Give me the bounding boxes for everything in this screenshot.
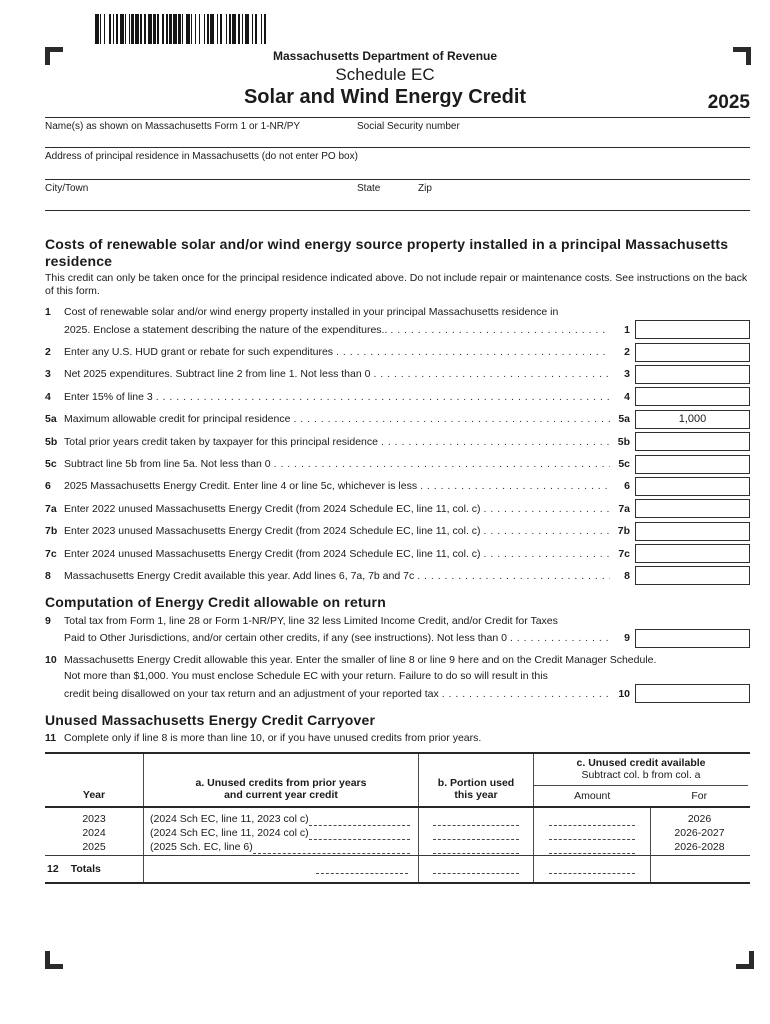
dot-leader: [274, 458, 610, 470]
line-number: 5c: [45, 458, 57, 471]
registration-mark-top-right: [733, 47, 751, 65]
dot-leader: [373, 368, 610, 380]
line-text: Total tax from Form 1, line 28 or Form 1-NR/PY, line 32 less Limited Income Credit, and/or Credit for Taxes: [64, 614, 558, 627]
section-costs-title: Costs of renewable solar and/or wind energy source property installed in a principal Massachusetts residence: [45, 236, 729, 269]
line-number: 1: [624, 323, 630, 336]
registration-mark-top-left: [45, 47, 63, 65]
line-text: Enter 15% of line 3: [64, 390, 153, 403]
line-10: [45, 683, 750, 705]
column-header-a: a. Unused credits from prior years and current year credit: [143, 754, 418, 806]
registration-mark-bottom-left: [45, 951, 63, 969]
ssn-label: Social Security number: [357, 121, 460, 132]
city-label: City/Town: [45, 183, 89, 194]
line-11: [45, 732, 750, 745]
dot-leader: [510, 632, 610, 644]
line-7b-amount-box[interactable]: [635, 522, 750, 541]
year-cell: 2025: [82, 840, 106, 853]
line-number: 7c: [45, 547, 57, 560]
line-text: Enter 2024 unused Massachusetts Energy Credit (from 2024 Schedule EC, line 11, col. c): [64, 547, 481, 560]
line-9: [45, 627, 750, 649]
line-number: 8: [45, 569, 51, 582]
city-state-zip-field[interactable]: [45, 180, 750, 211]
line-4-amount-box[interactable]: [635, 387, 750, 406]
line-number: 5a: [45, 413, 57, 426]
line-1-amount-box[interactable]: [635, 320, 750, 339]
line-number: 1: [45, 306, 51, 318]
line-2: [45, 341, 750, 363]
line-number: 4: [624, 390, 630, 403]
line-5b-amount-box[interactable]: [635, 432, 750, 451]
dot-leader: [390, 324, 610, 336]
totals-row: [45, 855, 750, 882]
form-title: Solar and Wind Energy Credit: [243, 86, 527, 108]
line-text: Total prior years credit taken by taxpayer for this principal residence: [64, 435, 378, 448]
dot-leader: [417, 570, 610, 582]
line-8-amount-box[interactable]: [635, 566, 750, 585]
line-7c-amount-box[interactable]: [635, 544, 750, 563]
write-in-line[interactable]: [549, 844, 635, 854]
for-cell: 2026-2027: [674, 826, 725, 839]
column-header-for: For: [691, 789, 708, 802]
line-text: Massachusetts Energy Credit available this year. Add lines 6, 7a, 7b and 7c: [64, 569, 415, 582]
line-1: [45, 319, 750, 341]
line-text: Enter any U.S. HUD grant or rebate for such expenditures: [64, 346, 334, 359]
barcode: [95, 14, 268, 44]
line-4: [45, 386, 750, 408]
column-header-amount: Amount: [574, 789, 611, 802]
dot-leader: [420, 480, 610, 492]
line-number: 10: [618, 687, 630, 700]
line-5c: [45, 453, 750, 475]
line-number: 5b: [617, 435, 630, 448]
line-text: Complete only if line 8 is more than line 10, or if you have unused credits from prior years.: [64, 732, 482, 745]
table-row: (2025 Sch. EC, line 6): [150, 840, 410, 854]
line-number: 2: [624, 346, 630, 359]
dot-leader: [156, 391, 610, 403]
table-row: (2024 Sch EC, line 11, 2024 col c): [150, 826, 410, 840]
column-header-b: b. Portion used this year: [418, 754, 533, 806]
line-text: credit being disallowed on your tax return and an adjustment of your reported tax: [64, 687, 439, 700]
write-in-line[interactable]: [309, 830, 410, 840]
line-number: 12: [47, 862, 59, 875]
year-cell: 2024: [82, 826, 106, 839]
line-text: Net 2025 expenditures. Subtract line 2 from line 1. Not less than 0: [64, 368, 371, 381]
line-number: 6: [624, 480, 630, 493]
for-cell: 2026-2028: [674, 840, 725, 853]
line-number: 9: [45, 614, 51, 627]
line-number: 5b: [45, 435, 58, 448]
year-cell: 2023: [82, 812, 106, 825]
dot-leader: [336, 346, 610, 358]
write-in-line[interactable]: [549, 816, 635, 826]
line-text: Maximum allowable credit for principal residence: [64, 413, 291, 426]
line-text: 2025 Massachusetts Energy Credit. Enter line 4 or line 5c, whichever is less: [64, 480, 418, 493]
dot-leader: [484, 503, 610, 515]
line-text: Cost of renewable solar and/or wind energy property installed in your principal Massachusetts residence in: [64, 306, 559, 318]
line-number: 2: [45, 346, 51, 359]
state-label: State: [357, 183, 381, 194]
agency-name: Massachusetts Department of Revenue: [272, 49, 498, 63]
line-number: 6: [45, 480, 51, 493]
line-5c-amount-box[interactable]: [635, 455, 750, 474]
write-in-line[interactable]: [433, 816, 519, 826]
write-in-line[interactable]: [433, 844, 519, 854]
line-10-text: [45, 654, 750, 667]
line-text: Enter 2023 unused Massachusetts Energy Credit (from 2024 Schedule EC, line 11, col. c): [64, 525, 481, 538]
line-text: Not more than $1,000. You must enclose Schedule EC with your return. Failure to do so will result in this: [64, 670, 548, 683]
carryover-table-header: [45, 754, 750, 808]
line-3-amount-box[interactable]: [635, 365, 750, 384]
totals-label: Totals: [70, 862, 101, 875]
write-in-line[interactable]: [309, 816, 410, 826]
line-text: Massachusetts Energy Credit allowable this year. Enter the smaller of line 8 or line 9 here and on the Credit Manager Schedule.: [64, 653, 657, 666]
write-in-line[interactable]: [316, 864, 408, 874]
zip-label: Zip: [418, 183, 432, 194]
carryover-table-body: [45, 808, 750, 855]
address-label: Address of principal residence in Massachusetts (do not enter PO box): [45, 151, 358, 162]
column-header-c: c. Unused credit available Subtract col. b from col. a Amount For: [533, 754, 748, 806]
write-in-line[interactable]: [549, 830, 635, 840]
line-number: 5a: [618, 413, 630, 426]
line-text: Enter 2022 unused Massachusetts Energy Credit (from 2024 Schedule EC, line 11, col. c): [64, 502, 481, 515]
line-10-amount-box[interactable]: [635, 684, 750, 703]
line-number: 7a: [618, 502, 630, 515]
line-5b: [45, 430, 750, 452]
line-number: 7a: [45, 502, 57, 515]
line-7c: [45, 542, 750, 564]
line-number: 7b: [617, 525, 630, 538]
write-in-line[interactable]: [253, 844, 410, 854]
line-number: 7b: [45, 525, 58, 538]
line-3: [45, 363, 750, 385]
registration-mark-bottom-right: [736, 951, 754, 969]
dot-leader: [442, 688, 610, 700]
write-in-line[interactable]: [433, 864, 519, 874]
schedule-name: Schedule EC: [335, 65, 435, 84]
line-7b: [45, 520, 750, 542]
line-6-amount-box[interactable]: [635, 477, 750, 496]
name-label: Name(s) as shown on Massachusetts Form 1 or 1-NR/PY: [45, 121, 301, 132]
line-text: Subtract line 5b from line 5a. Not less than 0: [64, 458, 271, 471]
line-7a: [45, 498, 750, 520]
line-number: 3: [624, 368, 630, 381]
line-1-text: [45, 306, 750, 319]
line-9-amount-box[interactable]: [635, 629, 750, 648]
line-2-amount-box[interactable]: [635, 343, 750, 362]
line-5a-amount-box[interactable]: 1,000: [635, 410, 750, 429]
carryover-table: [45, 752, 750, 884]
line-text: Paid to Other Jurisdictions, and/or certain other credits, if any (see instructions). Not less than 0: [64, 632, 507, 645]
dot-leader: [484, 525, 610, 537]
line-7a-amount-box[interactable]: [635, 499, 750, 518]
line-10-text: [45, 670, 750, 683]
line-number: 11: [45, 732, 57, 745]
line-number: 5c: [618, 458, 630, 471]
section-costs-intro: This credit can only be taken once for the principal residence indicated above. Do not include repair or maintenance costs. See instructions on the back of this form.: [45, 272, 748, 297]
column-header-year: Year: [82, 789, 106, 802]
line-number: 9: [624, 632, 630, 645]
write-in-line[interactable]: [549, 864, 635, 874]
line-number: 10: [45, 653, 57, 666]
line-number: 8: [624, 569, 630, 582]
write-in-line[interactable]: [433, 830, 519, 840]
line-number: 7c: [618, 547, 630, 560]
section-computation-title: Computation of Energy Credit allowable on return: [45, 594, 386, 611]
line-number: 4: [45, 390, 51, 403]
table-row: (2024 Sch EC, line 11, 2023 col c): [150, 812, 410, 826]
tax-year: 2025: [707, 92, 750, 113]
section-carryover-title: Unused Massachusetts Energy Credit Carryover: [45, 711, 376, 728]
for-cell: 2026: [687, 812, 712, 825]
line-8: [45, 565, 750, 587]
line-6: [45, 475, 750, 497]
line-5a: [45, 408, 750, 430]
dot-leader: [381, 436, 610, 448]
address-field[interactable]: [45, 148, 750, 180]
line-9-text: [45, 615, 750, 628]
dot-leader: [293, 413, 610, 425]
line-text: 2025. Enclose a statement describing the nature of the expenditures..: [64, 323, 388, 336]
dot-leader: [484, 548, 610, 560]
name-ssn-field[interactable]: [45, 118, 750, 148]
line-number: 3: [45, 368, 51, 381]
